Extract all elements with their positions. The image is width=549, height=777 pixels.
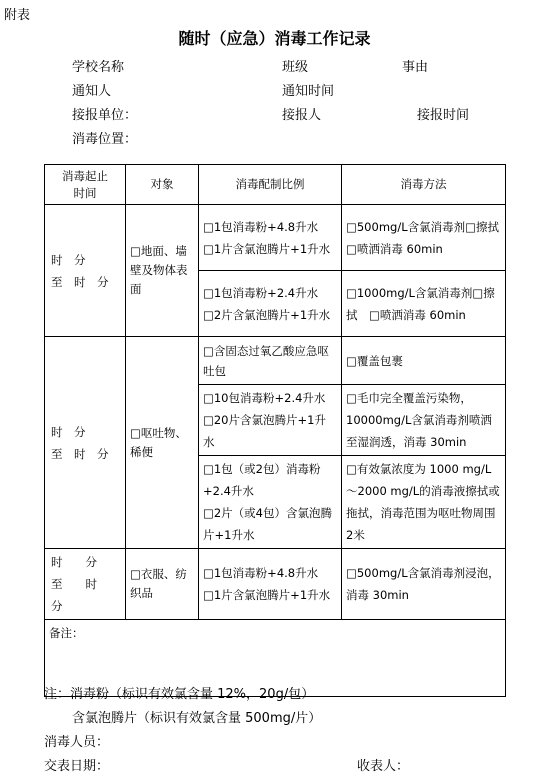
header-object: 对象 — [126, 165, 199, 205]
attachment-label: 附表 — [4, 8, 31, 23]
method-cell: □500mg/L含氯消毒剂□擦拭□喷洒消毒 60min — [342, 205, 506, 271]
receiver-label: 接报人 — [282, 108, 322, 123]
object-vomit[interactable]: □呕吐物、稀便 — [126, 337, 199, 549]
method-cell: □500mg/L含氯消毒剂浸泡，消毒 30min — [342, 549, 506, 620]
time-cell-2[interactable]: 时 分 至 时 分 — [45, 337, 126, 549]
date-label: 交表日期： — [44, 759, 110, 774]
object-clothing[interactable]: □衣服、纺织品 — [126, 549, 199, 620]
school-name-label: 学校名称 — [72, 60, 125, 75]
reason-label: 事由 — [402, 60, 429, 75]
ratio-cell: □1包消毒粉+4.8升水 □1片含氯泡腾片+1升水 — [199, 205, 342, 271]
recipient-label: 收表人： — [357, 759, 410, 774]
time-cell-3[interactable]: 时 分 至 时 分 — [45, 549, 126, 620]
note-line-1: 注：消毒粉（标识有效氯含量 12%，20g/包） — [44, 687, 315, 702]
ratio-cell: □1包（或2包）消毒粉+2.4升水 □2片（或4包）含氯泡腾片+1升水 — [199, 456, 342, 549]
ratio-cell: □1包消毒粉+2.4升水 □2片含氯泡腾片+1升水 — [199, 271, 342, 337]
report-time-label: 接报时间 — [417, 108, 470, 123]
note-line-2: 含氯泡腾片（标识有效氯含量 500mg/片） — [72, 711, 322, 726]
method-cell: □1000mg/L含氯消毒剂□擦拭 □喷洒消毒 60min — [342, 271, 506, 337]
notifier-label: 通知人 — [72, 84, 112, 99]
ratio-cell: □1包消毒粉+4.8升水 □1片含氯泡腾片+1升水 — [199, 549, 342, 620]
ratio-cell: □含固态过氧乙酸应急呕吐包 — [199, 337, 342, 385]
notify-time-label: 通知时间 — [282, 84, 335, 99]
method-cell: □有效氯浓度为 1000 mg/L～2000 mg/L的消毒液擦拭或拖拭，消毒范围为呕吐物周围2米 — [342, 456, 506, 549]
header-time: 消毒起止时间 — [45, 165, 126, 205]
staff-label: 消毒人员： — [44, 735, 110, 750]
disinfection-table — [44, 164, 506, 697]
location-label: 消毒位置： — [72, 132, 138, 147]
header-ratio: 消毒配制比例 — [199, 165, 342, 205]
object-surfaces[interactable]: □地面、墙壁及物体表面 — [126, 205, 199, 337]
time-cell-1[interactable]: 时 分 至 时 分 — [45, 205, 126, 337]
method-cell: □覆盖包裹 — [342, 337, 506, 385]
ratio-cell: □10包消毒粉+2.4升水 □20片含氯泡腾片+1升水 — [199, 385, 342, 456]
report-unit-label: 接报单位： — [72, 108, 138, 123]
page-title: 随时（应急）消毒工作记录 — [178, 29, 371, 48]
remark-label: 备注： — [49, 626, 84, 640]
header-method: 消毒方法 — [342, 165, 506, 205]
method-cell: □毛巾完全覆盖污染物，10000mg/L含氯消毒剂喷洒至湿润透，消毒 30min — [342, 385, 506, 456]
class-label: 班级 — [282, 60, 309, 75]
